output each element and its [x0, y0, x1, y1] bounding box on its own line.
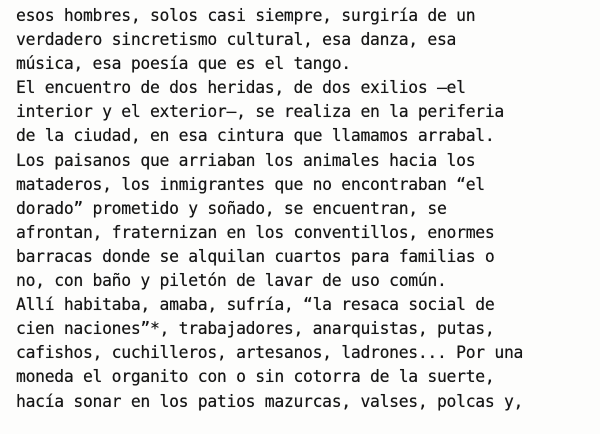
text-line: Allí habitaba, amaba, sufría, “la resaca social de: [16, 295, 495, 315]
text-line: Los paisanos que arriaban los animales hacia los: [16, 150, 476, 170]
text-line: cafishos, cuchilleros, artesanos, ladrones... Por una: [16, 343, 524, 363]
text-line: música, esa poesía que es el tango.: [16, 54, 351, 74]
text-line: El encuentro de dos heridas, de dos exilios —el: [16, 78, 466, 98]
text-line: interior y el exterior—, se realiza en la periferia: [16, 102, 504, 122]
text-line: no, con baño y piletón de lavar de uso común.: [16, 271, 447, 291]
text-line: afrontan, fraternizan en los conventillos, enormes: [16, 222, 495, 242]
text-line: verdadero sincretismo cultural, esa danza, esa: [16, 30, 457, 50]
text-line: dorado” prometido y soñado, se encuentran, se: [16, 198, 447, 218]
text-line: de la ciudad, en esa cintura que llamamos arrabal.: [16, 126, 495, 146]
typewritten-text: [16, 4, 600, 414]
text-line: moneda el organito con o sin cotorra de la suerte,: [16, 367, 495, 387]
text-line: hacía sonar en los patios mazurcas, valses, polcas y,: [16, 391, 524, 411]
text-line: cien naciones”*, trabajadores, anarquistas, putas,: [16, 319, 495, 339]
text-line: barracas donde se alquilan cuartos para familias o: [16, 246, 495, 266]
text-line: esos hombres, solos casi siempre, surgiría de un: [16, 6, 476, 25]
text-line: mataderos, los inmigrantes que no encontraban “el: [16, 174, 485, 194]
